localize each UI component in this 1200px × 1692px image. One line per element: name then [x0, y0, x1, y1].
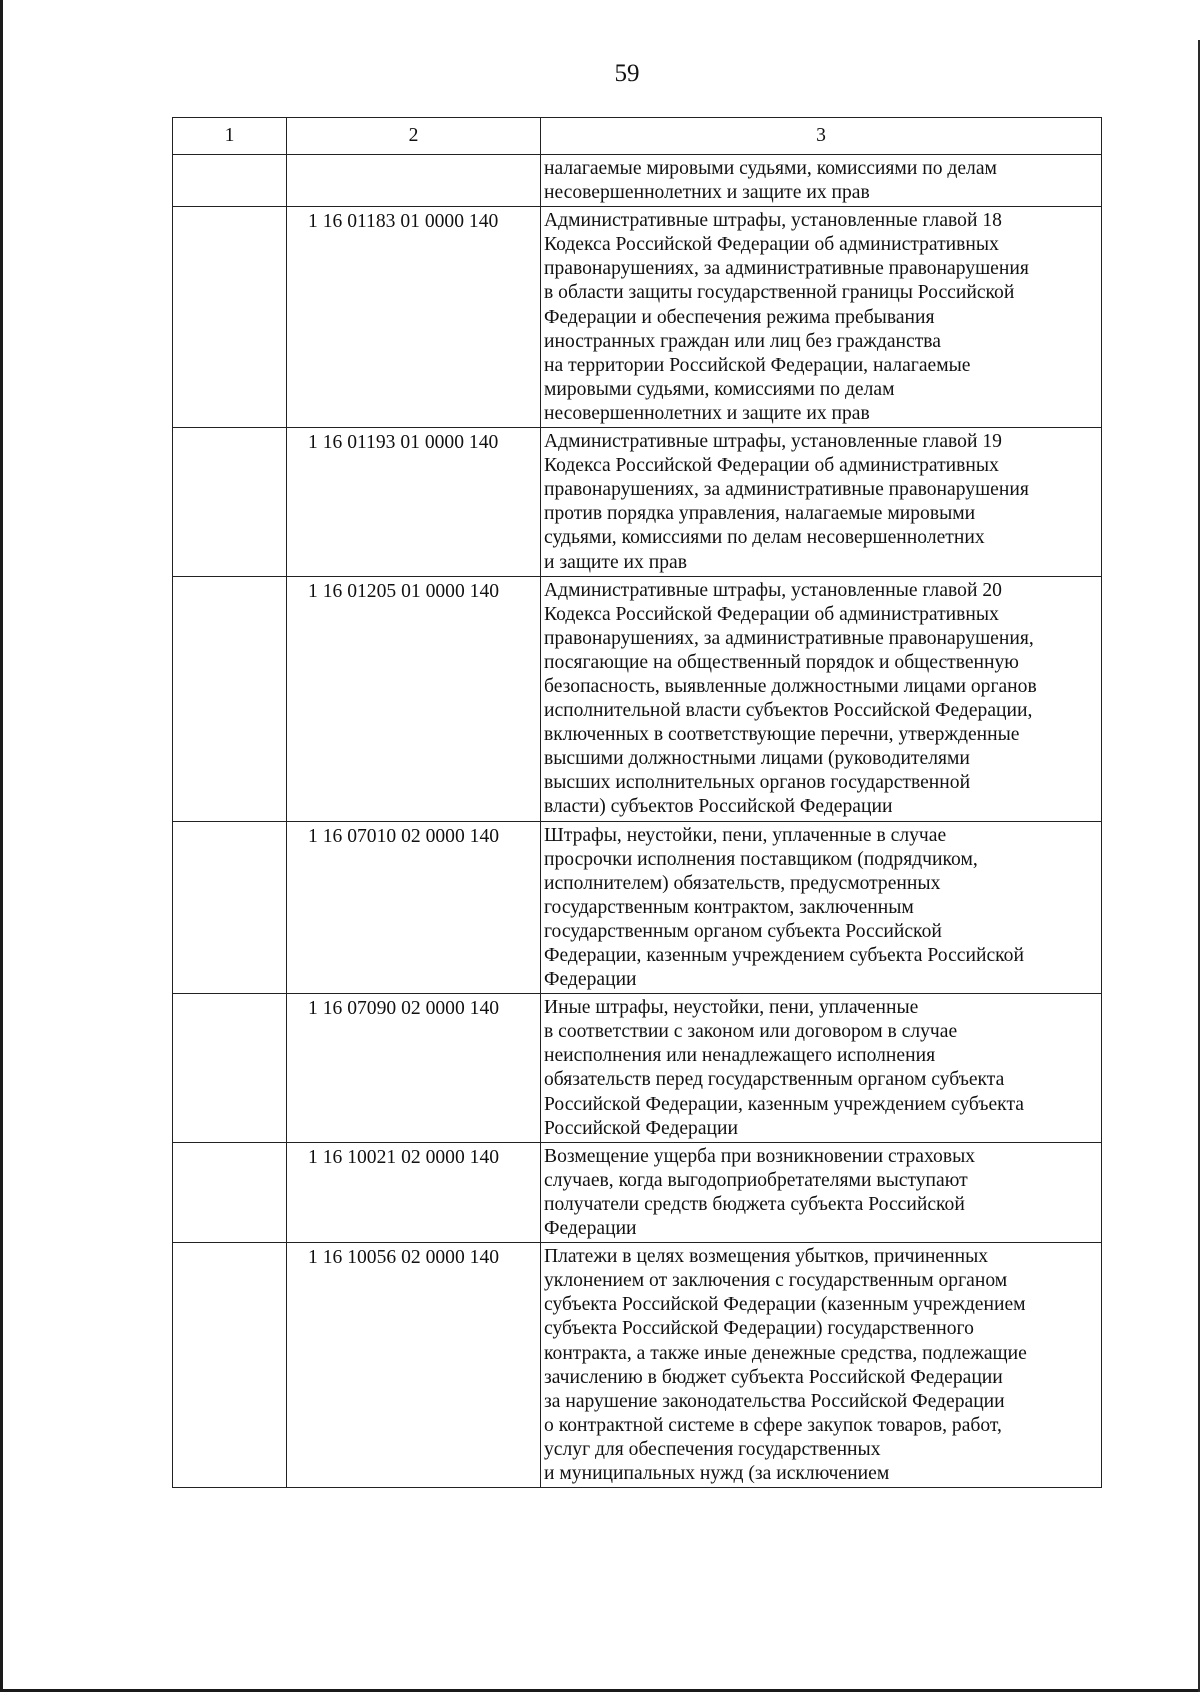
description-line: получатели средств бюджета субъекта Российской — [544, 1193, 965, 1215]
description-cell — [541, 1243, 1102, 1488]
description-line: государственным контрактом, заключенным — [544, 896, 914, 918]
description-line: Платежи в целях возмещения убытков, причиненных — [544, 1246, 989, 1268]
row-number-cell — [173, 576, 287, 821]
description-line: Федерации — [544, 1218, 637, 1240]
description-cell — [541, 428, 1102, 577]
page-number: 59 — [614, 60, 640, 87]
description-line: правонарушениях, за административные правонарушения — [544, 258, 1029, 280]
description-line: против порядка управления, налагаемые мировыми — [544, 503, 976, 525]
budget-code-cell: 1 16 07010 02 0000 140 — [287, 821, 541, 994]
description-line: власти) субъектов Российской Федерации — [544, 796, 893, 818]
budget-code-cell: 1 16 10021 02 0000 140 — [287, 1142, 541, 1242]
description-line: судьями, комиссиями по делам несовершеннолетних — [544, 527, 985, 549]
description-line: высших исполнительных органов государственной — [544, 772, 971, 794]
budget-code-cell: 1 16 01193 01 0000 140 — [287, 428, 541, 577]
description-line: несовершеннолетних и защите их прав — [544, 182, 870, 204]
description-cell — [541, 155, 1102, 207]
table-row — [173, 821, 1102, 994]
row-number-cell — [173, 207, 287, 428]
description-line: Административные штрафы, установленные главой 18 — [544, 210, 1002, 232]
table-row — [173, 576, 1102, 821]
description-line: зачислению в бюджет субъекта Российской Федерации — [544, 1366, 1003, 1388]
description-line: в соответствии с законом или договором в случае — [544, 1021, 958, 1043]
description-line: иностранных граждан или лиц без гражданства — [544, 330, 941, 352]
header-cell-3: 3 — [541, 118, 1102, 155]
description-line: Российской Федерации, казенным учреждением субъекта — [544, 1093, 1024, 1115]
description-line: о контрактной системе в сфере закупок товаров, работ, — [544, 1414, 1002, 1436]
description-line: услуг для обеспечения государственных — [544, 1438, 881, 1460]
description-line: и муниципальных нужд (за исключением — [544, 1462, 890, 1484]
description-line: Кодекса Российской Федерации об административных — [544, 455, 999, 477]
description-line: за нарушение законодательства Российской Федерации — [544, 1390, 1005, 1412]
table-row — [173, 1243, 1102, 1488]
description-line: исполнителем) обязательств, предусмотренных — [544, 872, 941, 894]
description-line: включенных в соответствующие перечни, утвержденные — [544, 724, 1020, 746]
description-cell — [541, 821, 1102, 994]
description-cell — [541, 1142, 1102, 1242]
description-line: Кодекса Российской Федерации об административных — [544, 234, 999, 256]
budget-code-cell: 1 16 01183 01 0000 140 — [287, 207, 541, 428]
description-line: высшими должностными лицами (руководителями — [544, 748, 970, 770]
description-line: Российской Федерации — [544, 1117, 738, 1139]
description-line: правонарушениях, за административные правонарушения, — [544, 627, 1034, 649]
description-line: Возмещение ущерба при возникновении страховых — [544, 1145, 976, 1167]
budget-code-cell: 1 16 01205 01 0000 140 — [287, 576, 541, 821]
header-cell-1: 1 — [173, 118, 287, 155]
description-line: просрочки исполнения поставщиком (подрядчиком, — [544, 848, 978, 870]
scan-edge-left — [0, 0, 3, 1692]
header-cell-2: 2 — [287, 118, 541, 155]
table-row — [173, 155, 1102, 207]
row-number-cell — [173, 155, 287, 207]
description-line: исполнительной власти субъектов Российской Федерации, — [544, 700, 1033, 722]
budget-code-cell: 1 16 07090 02 0000 140 — [287, 994, 541, 1143]
description-cell — [541, 207, 1102, 428]
description-line: Федерации, казенным учреждением субъекта Российской — [544, 945, 1024, 966]
description-line: неисполнения или ненадлежащего исполнения — [544, 1045, 936, 1067]
description-line: обязательств перед государственным органом субъекта — [544, 1069, 1005, 1091]
description-line: уклонением от заключения с государственным органом — [544, 1270, 1008, 1292]
description-line: правонарушениях, за административные правонарушения — [544, 479, 1029, 501]
description-line: Кодекса Российской Федерации об административных — [544, 603, 999, 625]
description-line: посягающие на общественный порядок и общественную — [544, 651, 1019, 673]
row-number-cell — [173, 1142, 287, 1242]
description-line: Штрафы, неустойки, пени, уплаченные в случае — [544, 824, 947, 846]
description-cell — [541, 994, 1102, 1143]
row-number-cell — [173, 1243, 287, 1488]
description-line: Федерации и обеспечения режима пребывания — [544, 306, 935, 328]
description-line: и защите их прав — [544, 551, 687, 573]
description-line: субъекта Российской Федерации (казенным учреждением — [544, 1294, 1026, 1316]
row-number-cell — [173, 821, 287, 994]
row-number-cell — [173, 994, 287, 1143]
description-line: налагаемые мировыми судьями, комиссиями по делам — [544, 158, 997, 179]
table-row — [173, 428, 1102, 577]
table-row — [173, 207, 1102, 428]
table-row — [173, 994, 1102, 1143]
description-line: контракта, а также иные денежные средства, подлежащие — [544, 1342, 1027, 1364]
description-line: Иные штрафы, неустойки, пени, уплаченные — [544, 997, 919, 1019]
description-line: на территории Российской Федерации, налагаемые — [544, 354, 971, 376]
budget-code-cell — [287, 155, 541, 207]
description-cell — [541, 576, 1102, 821]
description-line: в области защиты государственной границы Российской — [544, 282, 1015, 304]
description-line: безопасность, выявленные должностными лицами органов — [544, 675, 1037, 697]
description-line: субъекта Российской Федерации) государственного — [544, 1318, 974, 1340]
description-line: государственным органом субъекта Российской — [544, 920, 942, 942]
table-row — [173, 1142, 1102, 1242]
row-number-cell — [173, 428, 287, 577]
budget-code-cell: 1 16 10056 02 0000 140 — [287, 1243, 541, 1488]
description-line: Административные штрафы, установленные главой 19 — [544, 431, 1002, 453]
description-line: Федерации — [544, 969, 637, 991]
description-line: случаев, когда выгодоприобретателями выступают — [544, 1169, 968, 1191]
description-line: Административные штрафы, установленные главой 20 — [544, 579, 1002, 601]
description-line: несовершеннолетних и защите их прав — [544, 402, 870, 424]
table-header-row — [173, 118, 1102, 155]
table-body — [173, 118, 1102, 1488]
budget-codes-table — [172, 117, 1102, 1488]
description-line: мировыми судьями, комиссиями по делам — [544, 378, 895, 400]
